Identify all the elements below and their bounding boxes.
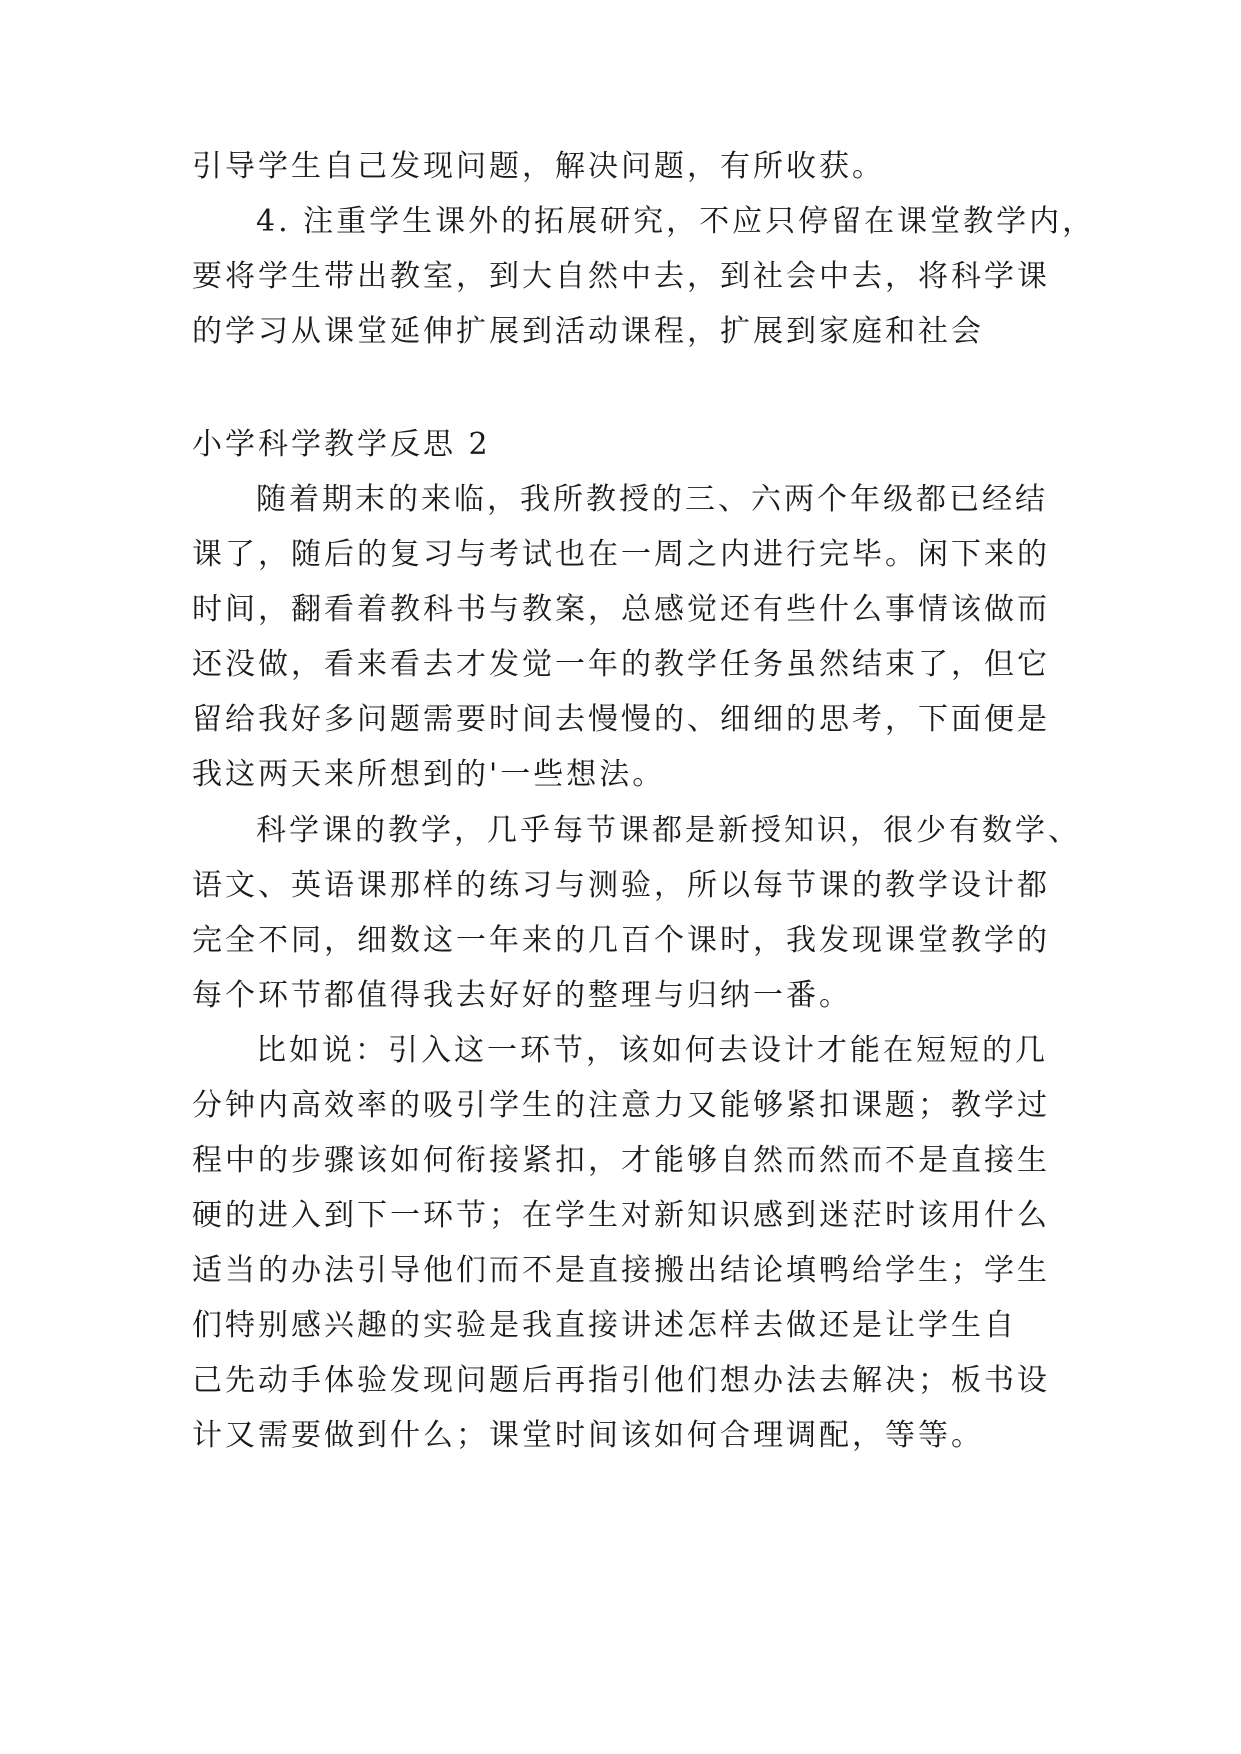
paragraph-line: 比如说：引入这一环节，该如何去设计才能在短短的几 [256, 1033, 1048, 1068]
paragraph-line: 适当的办法引导他们而不是直接搬出结论填鸭给学生；学生 [192, 1253, 1050, 1288]
paragraph-line: 要将学生带出教室，到大自然中去，到社会中去，将科学课 [192, 259, 1050, 294]
paragraph-line: 己先动手体验发现问题后再指引他们想办法去解决；板书设 [192, 1363, 1050, 1398]
section-heading: 小学科学教学反思 2 [192, 427, 491, 462]
paragraph-line: 留给我好多问题需要时间去慢慢的、细细的思考，下面便是 [192, 702, 1050, 737]
paragraph-line: 4. 注重学生课外的拓展研究，不应只停留在课堂教学内， [256, 204, 1096, 239]
paragraph-line: 程中的步骤该如何衔接紧扣，才能够自然而然而不是直接生 [192, 1143, 1050, 1178]
paragraph-line: 计又需要做到什么；课堂时间该如何合理调配，等等。 [192, 1418, 984, 1453]
paragraph-line: 还没做，看来看去才发觉一年的教学任务虽然结束了，但它 [192, 647, 1050, 682]
paragraph-line: 随着期末的来临，我所教授的三、六两个年级都已经结 [256, 482, 1048, 517]
paragraph-line: 完全不同，细数这一年来的几百个课时，我发现课堂教学的 [192, 923, 1050, 958]
paragraph-line: 科学课的教学，几乎每节课都是新授知识，很少有数学、 [256, 813, 1081, 848]
paragraph-line: 课了，随后的复习与考试也在一周之内进行完毕。闲下来的 [192, 537, 1050, 572]
paragraph-line: 我这两天来所想到的'一些想法。 [192, 757, 666, 792]
paragraph-line: 每个环节都值得我去好好的整理与归纳一番。 [192, 978, 852, 1013]
paragraph-line: 引导学生自己发现问题，解决问题，有所收获。 [192, 149, 885, 184]
paragraph-line: 时间，翻看着教科书与教案，总感觉还有些什么事情该做而 [192, 592, 1050, 627]
paragraph-line: 的学习从课堂延伸扩展到活动课程，扩展到家庭和社会 [192, 314, 984, 349]
paragraph-line: 语文、英语课那样的练习与测验，所以每节课的教学设计都 [192, 868, 1050, 903]
paragraph-line: 分钟内高效率的吸引学生的注意力又能够紧扣课题；教学过 [192, 1088, 1050, 1123]
paragraph-line: 们特别感兴趣的实验是我直接讲述怎样去做还是让学生自 [192, 1308, 1017, 1343]
paragraph-line: 硬的进入到下一环节；在学生对新知识感到迷茫时该用什么 [192, 1198, 1050, 1233]
